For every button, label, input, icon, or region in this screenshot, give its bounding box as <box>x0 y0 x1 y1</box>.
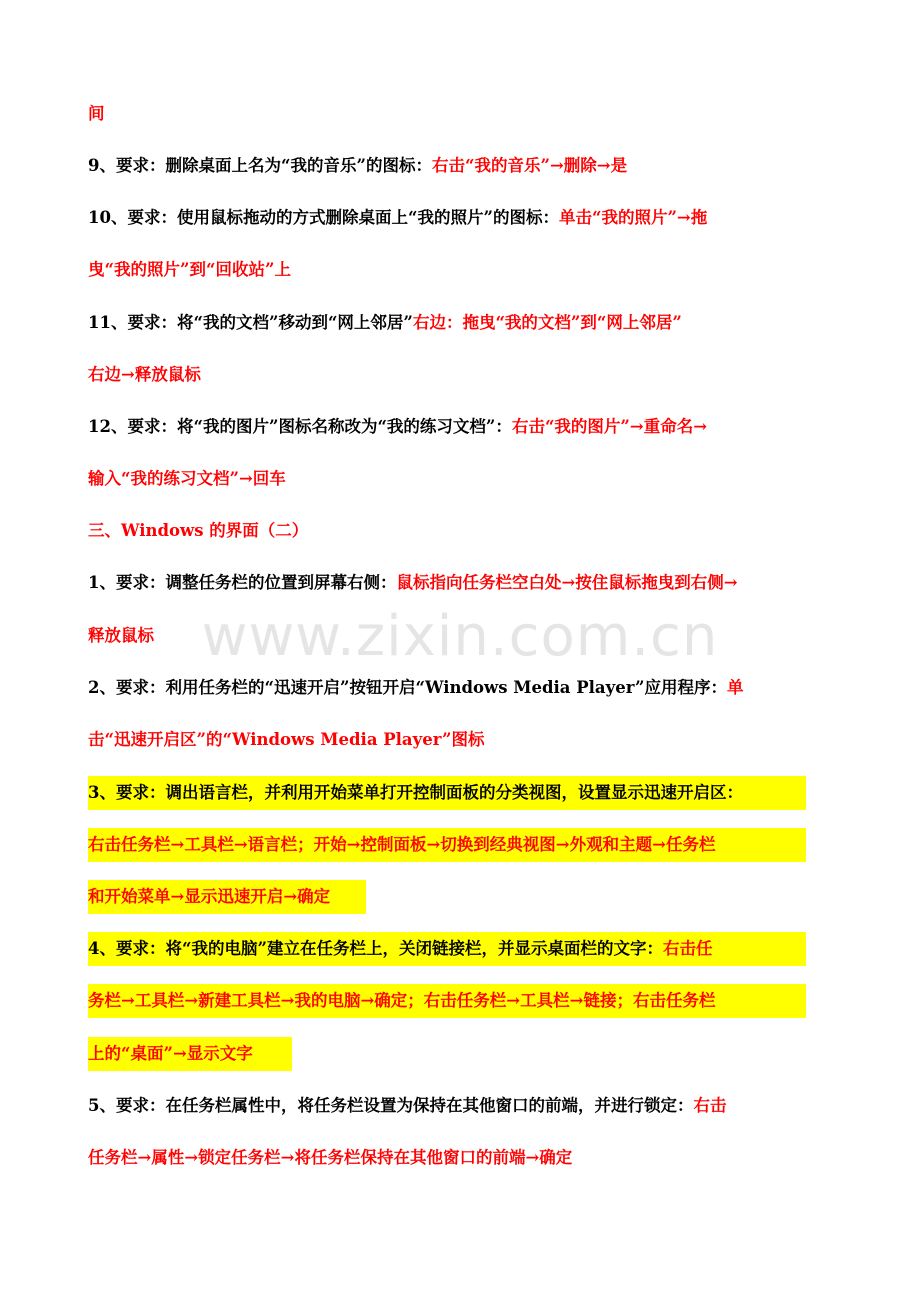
highlighted-line-19 <box>88 1037 292 1071</box>
line-19-answer: 上的“桌面”→显示文字 <box>88 1044 253 1063</box>
text-line-4 <box>88 253 808 287</box>
line-2-requirement: 9、要求：删除桌面上名为“我的音乐”的图标： <box>88 156 432 175</box>
text-line-6 <box>88 358 808 392</box>
text-line-12 <box>88 671 808 705</box>
line-11-answer: 释放鼠标 <box>88 626 154 645</box>
text-line-2 <box>88 149 808 183</box>
line-1-part-1: 间 <box>88 104 105 123</box>
highlighted-line-14 <box>88 776 806 810</box>
highlighted-line-17 <box>88 932 806 966</box>
line-15-answer: 右击任务栏→工具栏→语言栏；开始→控制面板→切换到经典视图→外观和主题→任务栏 <box>88 835 716 854</box>
highlighted-line-18 <box>88 984 806 1018</box>
line-7-answer: 右击“我的图片”→重命名→ <box>511 417 708 436</box>
section-heading-text: 三、Windows 的界面（二） <box>88 521 309 540</box>
line-17-answer: 右击任 <box>662 939 713 958</box>
text-line-13 <box>88 723 808 757</box>
text-line-21 <box>88 1141 808 1175</box>
line-6-answer: 右边→释放鼠标 <box>88 365 201 384</box>
text-line-7 <box>88 410 808 444</box>
line-7-requirement: 12、要求：将“我的图片”图标名称改为“我的练习文档”： <box>88 417 512 436</box>
line-12-answer: 单 <box>726 678 744 697</box>
line-4-answer: 曳“我的照片”到“回收站”上 <box>88 260 291 279</box>
text-line-1 <box>88 97 808 131</box>
line-17-requirement: 4、要求：将“我的电脑”建立在任务栏上，关闭链接栏，并显示桌面栏的文字： <box>88 939 663 958</box>
text-line-10 <box>88 566 808 600</box>
section-heading <box>88 514 808 548</box>
line-13-answer: 击“迅速开启区”的“Windows Media Player”图标 <box>88 730 485 749</box>
line-20-requirement: 5、要求：在任务栏属性中，将任务栏设置为保持在其他窗口的前端，并进行锁定： <box>88 1096 694 1115</box>
watermark: www.zixin.com.cn <box>201 604 719 669</box>
line-18-answer: 务栏→工具栏→新建工具栏→我的电脑→确定；右击任务栏→工具栏→链接；右击任务栏 <box>88 991 716 1010</box>
line-5-answer: 右边：拖曳“我的文档”到“网上邻居” <box>412 313 682 332</box>
highlighted-line-16 <box>88 880 366 914</box>
line-10-answer: 鼠标指向任务栏空白处→按住鼠标拖曳到右侧→ <box>396 573 738 592</box>
line-14-requirement: 3、要求：调出语言栏，并利用开始菜单打开控制面板的分类视图，设置显示迅速开启区： <box>88 783 743 802</box>
highlighted-line-15 <box>88 828 806 862</box>
text-line-8 <box>88 462 808 496</box>
line-2-answer: 右击“我的音乐”→删除→是 <box>431 156 628 175</box>
text-line-5 <box>88 306 808 340</box>
line-16-answer: 和开始菜单→显示迅速开启→确定 <box>88 887 331 906</box>
text-line-20 <box>88 1089 808 1123</box>
line-21-answer: 任务栏→属性→锁定任务栏→将任务栏保持在其他窗口的前端→确定 <box>88 1148 573 1167</box>
line-10-requirement: 1、要求：调整任务栏的位置到屏幕右侧： <box>88 573 397 592</box>
line-3-requirement: 10、要求：使用鼠标拖动的方式删除桌面上“我的照片”的图标： <box>88 208 559 227</box>
text-line-3 <box>88 201 808 235</box>
line-12-requirement: 2、要求：利用任务栏的“迅速开启”按钮开启“Windows Media Player”应用程序： <box>88 678 727 697</box>
line-5-requirement: 11、要求：将“我的文档”移动到“网上邻居” <box>88 313 413 332</box>
line-3-answer: 单击“我的照片”→拖 <box>558 208 708 227</box>
line-20-answer: 右击 <box>693 1096 727 1115</box>
line-8-answer: 输入“我的练习文档”→回车 <box>88 469 286 488</box>
